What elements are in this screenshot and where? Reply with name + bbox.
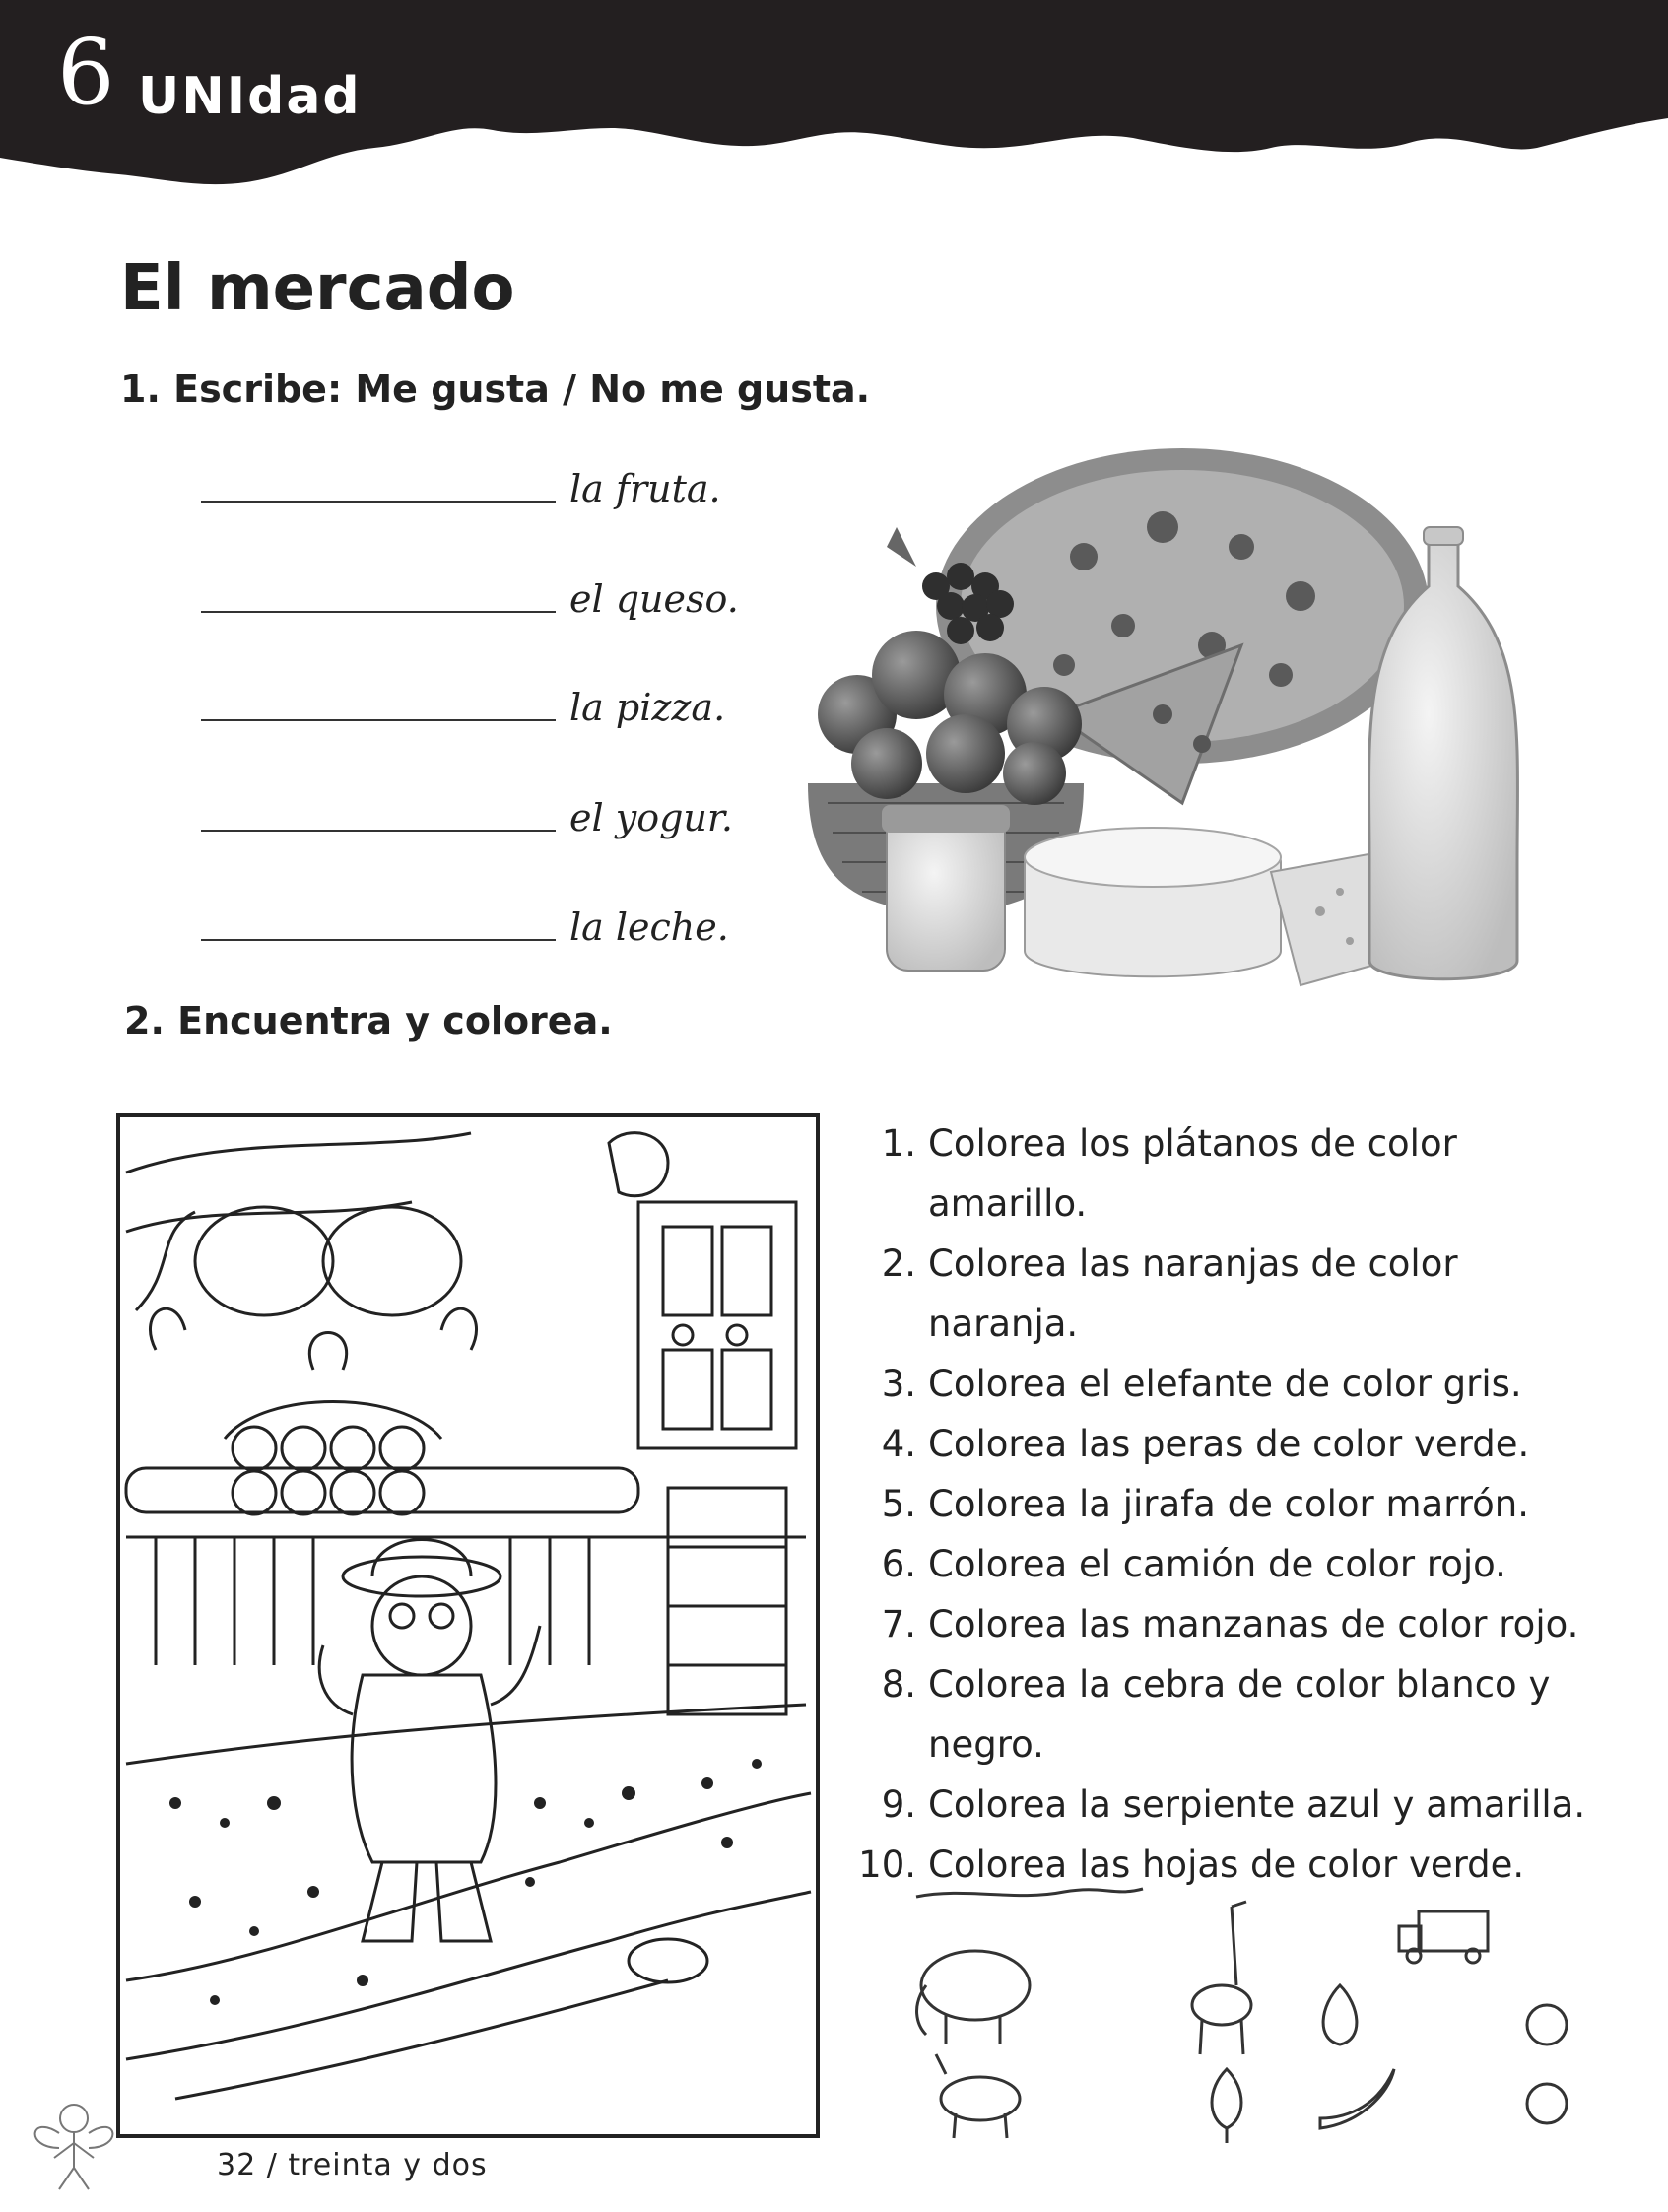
- instruction-item: [828, 1654, 1596, 1714]
- food-label: la pizza.: [569, 686, 726, 729]
- food-label: la leche.: [569, 905, 729, 949]
- instruction-text: Colorea el elefante de color gris.: [928, 1363, 1522, 1405]
- instruction-number: 8.: [881, 1663, 916, 1706]
- instruction-number: 1.: [881, 1122, 916, 1165]
- instruction-number: [828, 1714, 928, 1775]
- instruction-text: Colorea las manzanas de color rojo.: [928, 1603, 1579, 1645]
- instruction-text: Colorea la serpiente azul y amarilla.: [928, 1783, 1586, 1826]
- food-label: la fruta.: [569, 467, 721, 510]
- instruction-text: Colorea las hojas de color verde.: [928, 1843, 1525, 1886]
- instruction-item: [828, 1113, 1596, 1234]
- giraffe-icon: [1192, 1902, 1251, 2054]
- instruction-item: [828, 1234, 1596, 1354]
- truck-icon: [1399, 1911, 1488, 1963]
- coloring-instructions: [828, 1113, 1596, 1895]
- instruction-text: Colorea la jirafa de color marrón.: [928, 1483, 1530, 1525]
- answer-blank[interactable]: [201, 830, 556, 832]
- instruction-text: Colorea las naranjas de color naranja.: [928, 1242, 1458, 1345]
- instruction-number: 6.: [881, 1543, 916, 1585]
- zebra-icon: [936, 2054, 1020, 2138]
- instruction-number: 9.: [881, 1783, 916, 1826]
- instruction-text: negro.: [928, 1723, 1044, 1766]
- answer-blank[interactable]: [201, 939, 556, 941]
- instruction-item: [828, 1414, 1596, 1474]
- orange-icon: [1527, 2005, 1567, 2044]
- instruction-number: 4.: [881, 1423, 916, 1465]
- instruction-text: Colorea la cebra de color blanco y: [928, 1663, 1551, 1706]
- pear-icon: [1323, 1985, 1357, 2044]
- answer-blank[interactable]: [201, 611, 556, 613]
- instruction-item: [828, 1474, 1596, 1534]
- instruction-number: 5.: [881, 1483, 916, 1525]
- page-number: 32 / treinta y dos: [217, 2148, 488, 2182]
- food-label: el queso.: [569, 577, 739, 621]
- food-photo: [749, 448, 1557, 1000]
- answer-blank[interactable]: [201, 719, 556, 721]
- instruction-number: 7.: [881, 1603, 916, 1645]
- instruction-item: [828, 1714, 1596, 1775]
- instruction-text: Colorea el camión de color rojo.: [928, 1543, 1506, 1585]
- instruction-text: Colorea los plátanos de color amarillo.: [928, 1122, 1457, 1225]
- item-icons: [906, 1877, 1576, 2143]
- banana-icon: [1320, 2069, 1394, 2128]
- serpent-icon: [916, 1889, 1143, 1897]
- unit-number: 6: [57, 20, 115, 125]
- elephant-icon: [917, 1951, 1030, 2044]
- instruction-number: 2.: [881, 1242, 916, 1285]
- page-title: El mercado: [120, 252, 515, 325]
- instruction-item: [828, 1594, 1596, 1654]
- instruction-item: [828, 1775, 1596, 1835]
- answer-blank[interactable]: [201, 501, 556, 503]
- leaf-icon: [1212, 2069, 1241, 2143]
- instruction-item: [828, 1534, 1596, 1594]
- instruction-item: [828, 1354, 1596, 1414]
- instruction-text: Colorea las peras de color verde.: [928, 1423, 1530, 1465]
- exercise-2-heading: 2. Encuentra y colorea.: [124, 999, 613, 1042]
- fairy-icon: [20, 2079, 128, 2197]
- instruction-number: 3.: [881, 1363, 916, 1405]
- food-label: el yogur.: [569, 796, 733, 839]
- unit-label: UNIdad: [138, 67, 362, 126]
- exercise-1-heading: 1. Escribe: Me gusta / No me gusta.: [120, 368, 871, 411]
- instruction-number: 10.: [858, 1843, 916, 1886]
- apple-icon: [1527, 2084, 1567, 2123]
- coloring-picture: [116, 1113, 820, 2138]
